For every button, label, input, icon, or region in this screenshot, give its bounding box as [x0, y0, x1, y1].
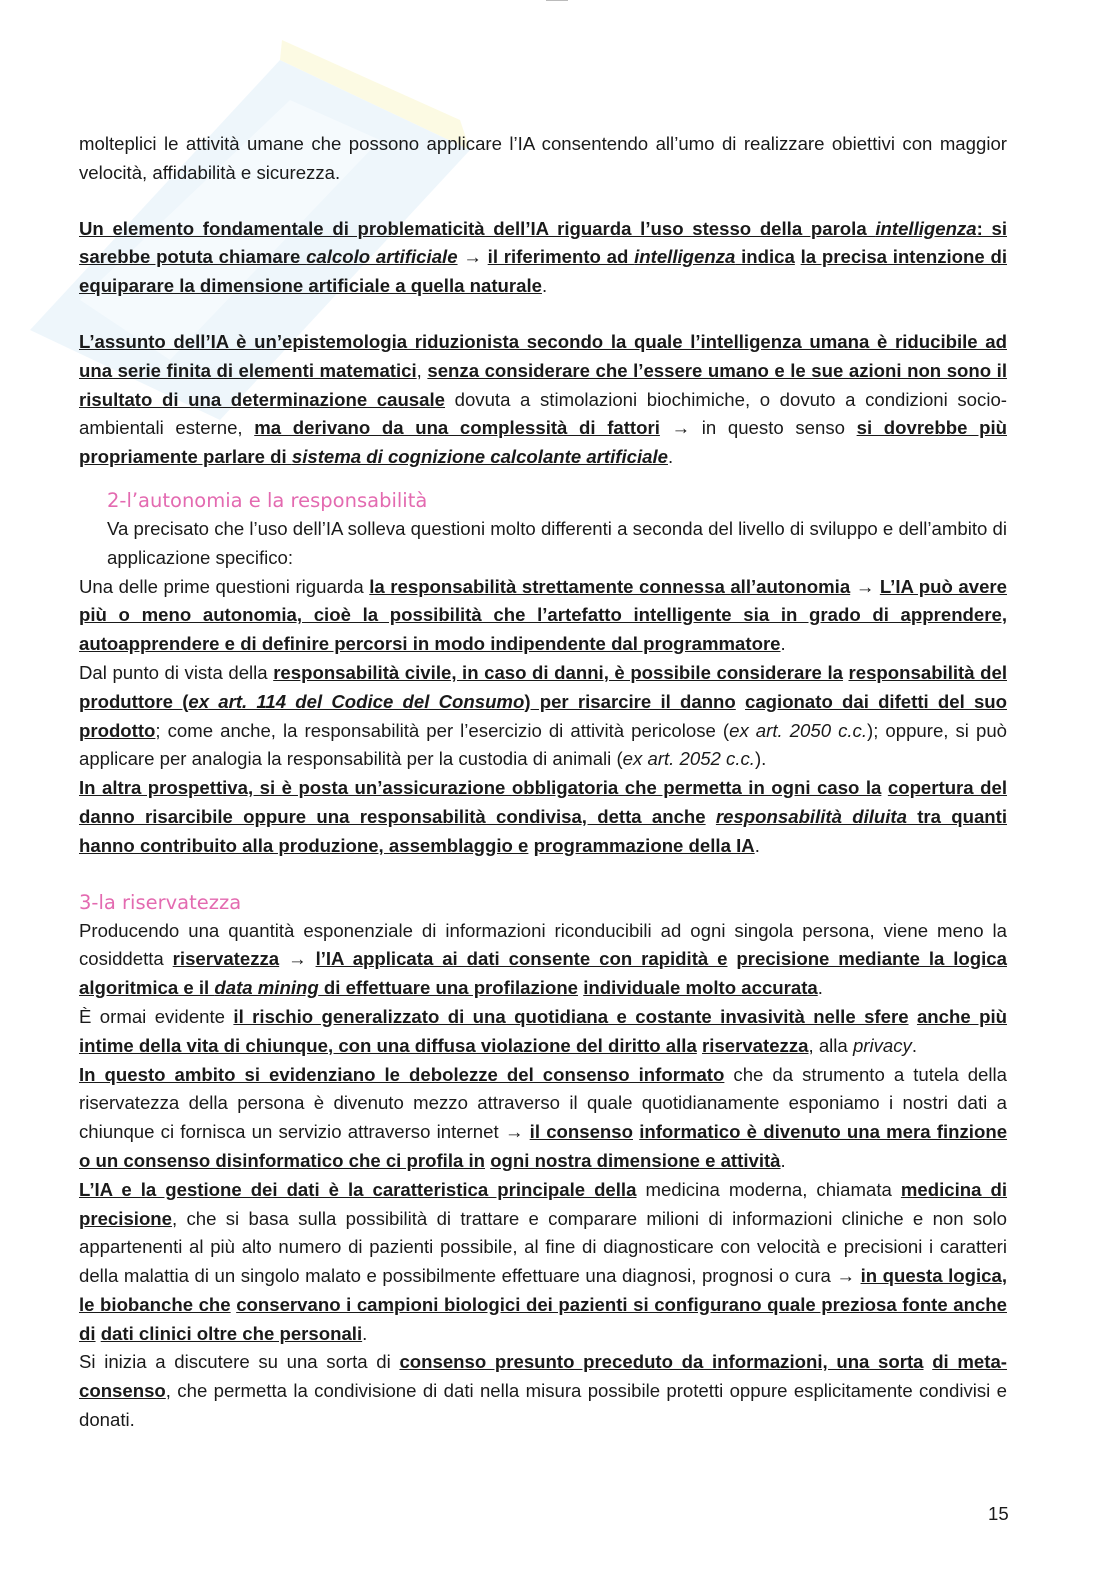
text-run — [924, 1351, 933, 1372]
text-run — [909, 1006, 917, 1027]
text-run: . — [817, 977, 823, 999]
text-run: individuale molto accurata — [583, 977, 818, 999]
text-run: Un elemento fondamentale di problematicità dell’IA riguarda l’uso stesso della parola — [79, 217, 876, 239]
text-run: in questo senso — [701, 417, 857, 439]
section-heading-autonomia: 2-l’autonomia e la responsabilità — [107, 488, 428, 512]
text-run: , che permetta la condivisione di dati nella misura possibile protetti oppure esplicitamente condivisi e donati. — [79, 1380, 1007, 1431]
text-run: dovuta a stimolazioni biochimiche, o dovuto a condizioni socio-ambientali esterne, — [79, 388, 1007, 439]
text-run: l’IA applicata ai dati consente con rapidità e — [315, 948, 728, 970]
text-run: responsabilità diluita — [715, 805, 907, 827]
text-run: → — [659, 417, 702, 439]
paragraph — [79, 573, 1007, 659]
text-run: → — [457, 246, 488, 268]
paragraph — [79, 774, 1007, 860]
text-run: riservatezza — [702, 1034, 809, 1056]
text-run: informatico è divenuto una mera finzione o un consenso disinformatico che ci profila in — [79, 1121, 1008, 1171]
text-run: copertura del danno risarcibile oppure una responsabilità condivisa, detta anche — [79, 777, 1007, 827]
text-run: conservano i campioni biologici dei pazienti si configurano quale preziosa fonte anche di — [79, 1293, 1007, 1344]
text-run: di meta-consenso — [79, 1351, 1007, 1402]
text-run: ; come anche, la responsabilità per l’esercizio di attività pericolose ( — [155, 719, 730, 741]
paragraph — [79, 130, 1007, 188]
text-run: molteplici le attività umane che possono applicare l’IA consentendo all’umo di realizzare obiettivi con maggior velocità, affidabilità e sicurezza. — [79, 133, 1007, 183]
text-run: → — [850, 575, 880, 597]
text-run: In questo ambito si evidenziano le debolezze del consenso informato — [79, 1063, 725, 1085]
text-run: Va precisato che l’uso dell’IA solleva questioni molto differenti a seconda del livello di sviluppo e dell’ambito di applicazione specifico: — [107, 517, 1007, 568]
document-body — [79, 130, 1007, 1435]
text-run: È ormai evidente — [79, 1005, 234, 1027]
page-number: 15 — [988, 1503, 1009, 1524]
text-run: che da strumento a tutela della riservatezza della persona è divenuto mezzo attraverso il quale quotidianamente esponiamo i nostri dati a chiunque ci fornisca un servizio attraverso internet — [79, 1063, 1007, 1143]
text-run: Producendo una quantità esponenziale di informazioni riconducibili ad ogni singola persona, viene meno la cosiddetta — [79, 919, 1007, 970]
paragraph — [79, 1003, 1007, 1061]
paragraph — [79, 515, 1007, 573]
text-run: cagionato dai difetti del suo prodotto — [79, 690, 1007, 741]
text-run: → — [504, 1121, 530, 1143]
text-run: . — [362, 1322, 368, 1344]
text-run: il consenso — [529, 1121, 633, 1143]
text-run: si dovrebbe più propriamente parlare di — [79, 417, 1007, 468]
text-run: , che si basa sulla possibilità di trattare e comparare milioni di informazioni cliniche e non solo appartenenti al più alto numero di pazienti possibile, al fine di diagnosticare con velocità e precisioni i caratteri della malattia di un singolo malato e possibilmente effettuare una diagnosi, prognosi o cura — [79, 1207, 1007, 1287]
text-run: Si inizia a discutere su una sorta di — [79, 1351, 400, 1373]
text-run: In altra prospettiva, si è posta un’assicurazione obbligatoria che permetta in ogni caso la — [79, 777, 882, 799]
text-run: ogni nostra dimensione e attività — [490, 1149, 781, 1171]
text-run: → — [836, 1265, 861, 1287]
text-run: privacy — [852, 1034, 912, 1056]
text-run: . — [668, 446, 674, 468]
text-run: anche più intime della vita di chiunque, con una diffusa violazione del diritto alla — [79, 1005, 1007, 1056]
text-run: la precisa intenzione di equiparare la dimensione artificiale a quella naturale — [79, 246, 1007, 297]
text-run: riservatezza — [172, 948, 280, 970]
text-run: Una delle prime questioni riguarda — [79, 575, 370, 597]
text-run: . — [780, 633, 786, 655]
paragraph — [79, 328, 1007, 472]
text-run: consenso presunto preceduto da informazioni, una sorta — [399, 1351, 924, 1373]
text-run: L’IA può avere più o meno autonomia, cioè la possibilità che l’artefatto intelligente sia in grado di apprendere, autoapprendere e di definire percorsi in modo indipendente dal programmatore — [79, 575, 1007, 655]
text-run: intelligenza — [634, 246, 736, 268]
text-run: responsabilità civile, in caso di danni, è possibile considerare la — [273, 661, 843, 683]
text-run: . — [780, 1149, 786, 1171]
text-run: : si sarebbe potuta chiamare — [79, 217, 1007, 268]
text-run: precisione mediante la logica algoritmica e il — [79, 948, 1007, 999]
text-run: . — [754, 834, 760, 856]
text-run: , — [416, 359, 428, 381]
paragraph — [79, 659, 1007, 774]
text-run: . — [541, 275, 548, 297]
text-run: L’IA e la gestione dei dati è la caratteristica principale della — [79, 1178, 637, 1200]
text-run: la responsabilità strettamente connessa all’autonomia — [369, 575, 851, 597]
paragraph — [79, 917, 1007, 1003]
text-run — [706, 806, 716, 827]
text-run: ex art. 2052 c.c. — [622, 748, 755, 770]
text-run: calcolo artificiale — [306, 246, 458, 268]
text-run: medicina moderna, chiamata — [636, 1178, 901, 1200]
paragraph — [79, 215, 1007, 301]
text-run: indica — [735, 246, 795, 268]
text-run: di effettuare una profilazione — [318, 977, 579, 999]
section-heading-riservatezza: 3-la riservatezza — [79, 890, 242, 914]
text-run: → — [279, 948, 316, 970]
text-run: ) per risarcire il danno — [524, 690, 736, 712]
text-run: ex art. 114 del Codice del Consumo — [188, 690, 525, 712]
text-run — [736, 691, 745, 712]
text-run: , alla — [808, 1034, 853, 1056]
text-run: L’assunto dell’IA è un’epistemologia riduzionista secondo la quale l’intelligenza umana è riducibile ad una serie finita di elementi matematici — [79, 330, 1007, 381]
text-run: intelligenza — [875, 217, 977, 239]
text-run: senza considerare che l’essere umano e le sue azioni non sono il risultato di una determinazione causale — [79, 359, 1007, 410]
text-run: ); oppure, si può applicare per analogia la responsabilità per la custodia di animali ( — [79, 719, 1007, 770]
text-run: sistema di cognizione calcolante artificiale — [291, 446, 668, 468]
text-run: medicina di precisione — [79, 1178, 1008, 1229]
text-run: dati clinici oltre che personali — [100, 1322, 363, 1344]
text-run: in questa logica, le biobanche che — [79, 1265, 1007, 1315]
text-run: tra quanti hanno contribuito alla produzione, assemblaggio e — [79, 805, 1007, 856]
paragraph — [79, 1348, 1007, 1434]
text-run: Dal punto di vista della — [79, 661, 274, 683]
text-run: il riferimento ad — [487, 246, 635, 268]
text-run: il rischio generalizzato di una quotidiana e costante invasività nelle sfere — [233, 1005, 909, 1027]
text-run: . — [911, 1034, 918, 1056]
text-run: responsabilità del produttore ( — [79, 661, 1007, 712]
text-run: data mining — [214, 977, 319, 999]
text-run: ex art. 2050 c.c. — [729, 719, 868, 741]
text-run: ). — [754, 748, 767, 770]
paragraph — [79, 1061, 1007, 1176]
paragraph — [79, 1176, 1007, 1349]
page-top-mark — [546, 0, 568, 4]
text-run: programmazione della IA — [533, 834, 755, 856]
text-run: ma derivano da una complessità di fattori — [254, 417, 660, 439]
